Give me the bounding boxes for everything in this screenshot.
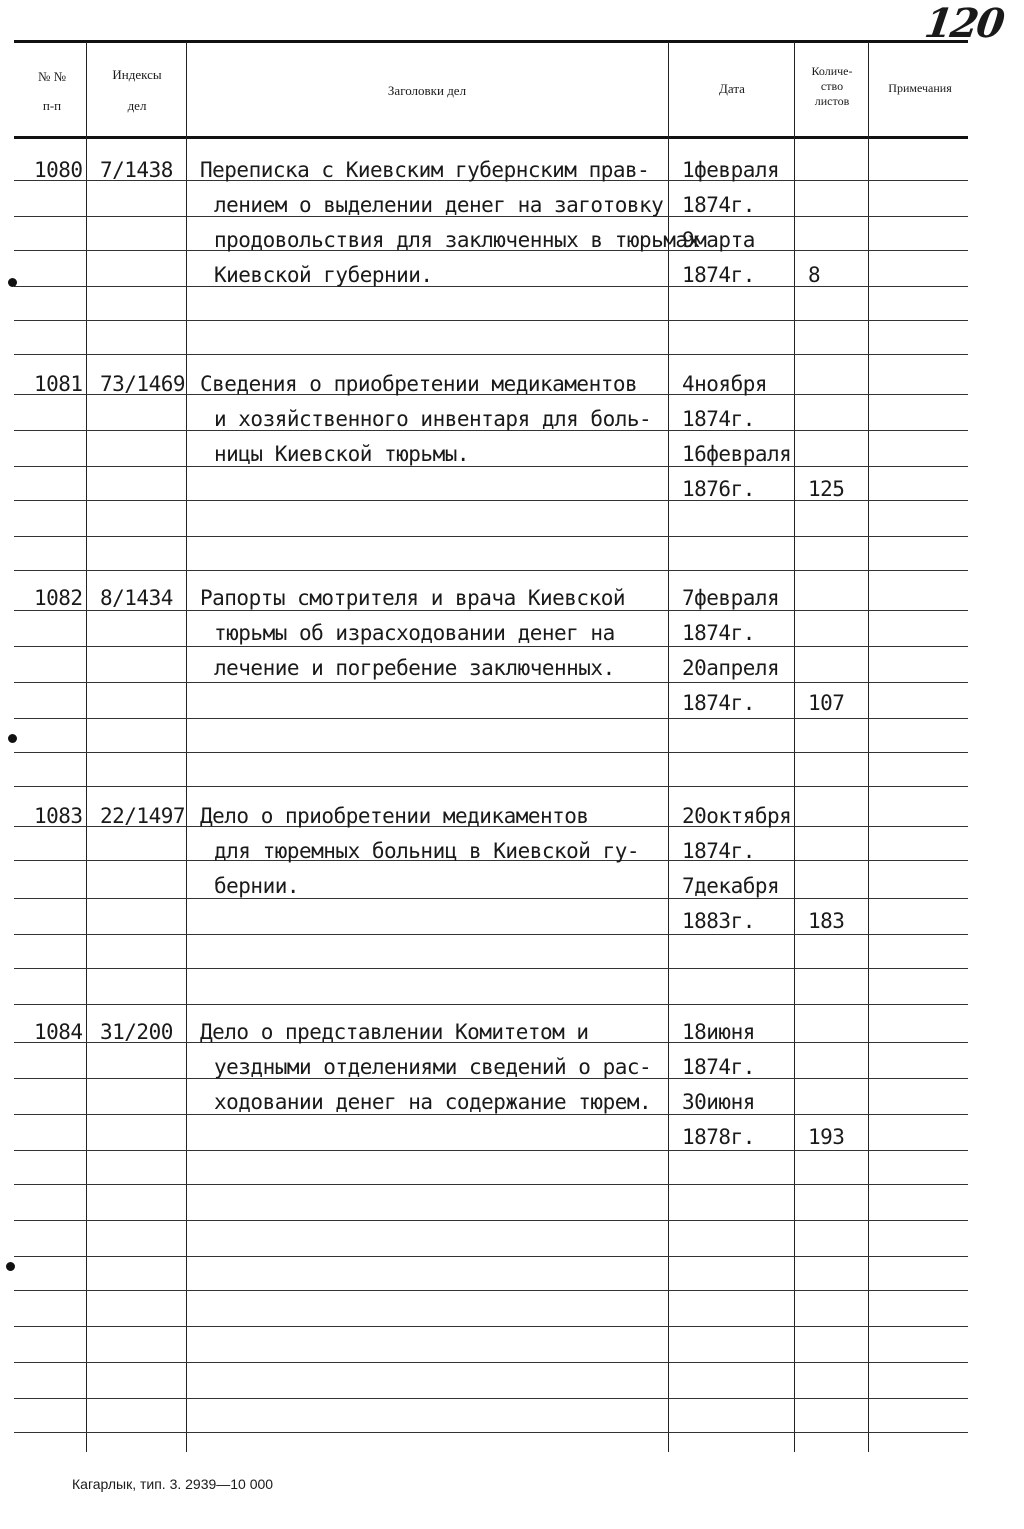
punch-hole [8, 278, 17, 287]
record-number: 1083 [34, 804, 83, 828]
ruled-line [14, 898, 968, 899]
record-title-line: бернии. [214, 874, 300, 898]
record-date: 1876г. [682, 477, 755, 501]
record-title-line: ходовании денег на содержание тюрем. [214, 1090, 652, 1114]
header-num [22, 68, 82, 114]
record-sheets: 107 [808, 691, 845, 715]
ruled-line [14, 1256, 968, 1257]
record-sheets: 193 [808, 1125, 845, 1149]
ruled-line [14, 934, 968, 935]
record-title-line: и хозяйственного инвентаря для боль- [214, 407, 652, 431]
ruled-line [14, 610, 968, 611]
record-title-line: Сведения о приобретении медикаментов [200, 372, 638, 396]
record-title-line: лением о выделении денег на заготовку [214, 193, 664, 217]
column-divider-1 [86, 42, 87, 1452]
header-sheets-line3: листов [814, 94, 850, 108]
ruled-line [14, 968, 968, 969]
record-title-line: уездными отделениями сведений о рас- [214, 1055, 652, 1079]
record-date: 1874г. [682, 839, 755, 863]
record-title-line: Дело о приобретении медикаментов [200, 804, 589, 828]
record-date: 7декабря [682, 874, 780, 898]
ruled-line [14, 1362, 968, 1363]
ruled-line [14, 786, 968, 787]
ruled-line [14, 718, 968, 719]
record-index: 7/1438 [100, 158, 173, 182]
record-date: 16февраля [682, 442, 792, 466]
record-sheets: 8 [808, 263, 821, 287]
record-date: 18июня [682, 1020, 755, 1044]
page-number: 120 [921, 0, 1006, 47]
record-title-line: для тюремных больниц в Киевской гу- [214, 839, 640, 863]
header-index [90, 66, 184, 114]
record-title-line: продовольствия для заключенных в тюрьмах [214, 228, 700, 252]
header-index-line2: дел [127, 98, 147, 113]
header-date: Дата [719, 81, 745, 96]
ruled-line [14, 1004, 968, 1005]
ruled-line [14, 1290, 968, 1291]
header-sheets-line1: Количе- [811, 64, 853, 78]
header-rule [14, 136, 968, 139]
header-sheets [796, 64, 868, 109]
punch-hole [6, 1262, 15, 1271]
header-notes: Примечания [888, 81, 952, 95]
record-title-line: лечение и погребение заключенных. [214, 656, 615, 680]
top-rule [14, 40, 968, 43]
record-date: 4ноября [682, 372, 768, 396]
record-date: 1874г. [682, 1055, 755, 1079]
ruled-line [14, 1398, 968, 1399]
ruled-line [14, 1184, 968, 1185]
record-date: 20апреля [682, 656, 780, 680]
ruled-line [14, 1150, 968, 1151]
record-number: 1084 [34, 1020, 83, 1044]
record-title-line: Киевской губернии. [214, 263, 433, 287]
record-title-line: Дело о представлении Комитетом и [200, 1020, 589, 1044]
header-index-line1: Индексы [112, 67, 162, 82]
record-sheets: 125 [808, 477, 845, 501]
column-divider-3 [668, 42, 669, 1452]
record-number: 1080 [34, 158, 83, 182]
ruled-line [14, 752, 968, 753]
header-sheets-line2: ство [820, 79, 844, 93]
ruled-line [14, 320, 968, 321]
header-num-line2: п-п [42, 98, 62, 113]
record-number: 1081 [34, 372, 83, 396]
record-title-line: Рапорты смотрителя и врача Киевской [200, 586, 626, 610]
record-title-line: Переписка с Киевским губернским прав- [200, 158, 650, 182]
record-date: 7февраля [682, 586, 780, 610]
ruled-line [14, 286, 968, 287]
ruled-line [14, 1326, 968, 1327]
column-divider-4 [794, 42, 795, 1452]
record-date: 1874г. [682, 691, 755, 715]
ruled-line [14, 354, 968, 355]
ruled-line [14, 1114, 968, 1115]
record-date: 9марта [682, 228, 755, 252]
record-index: 8/1434 [100, 586, 173, 610]
record-date: 1878г. [682, 1125, 755, 1149]
ruled-line [14, 646, 968, 647]
ruled-line [14, 536, 968, 537]
record-title-line: ницы Киевской тюрьмы. [214, 442, 470, 466]
ruled-line [14, 1432, 968, 1433]
column-divider-5 [868, 42, 869, 1452]
record-date: 1874г. [682, 263, 755, 287]
header-title: Заголовки дел [387, 83, 467, 98]
record-date: 1874г. [682, 621, 755, 645]
record-sheets: 183 [808, 909, 845, 933]
record-index: 73/1469 [100, 372, 186, 396]
column-divider-2 [186, 42, 187, 1452]
ruled-line [14, 570, 968, 571]
record-date: 1февраля [682, 158, 780, 182]
record-date: 30июня [682, 1090, 755, 1114]
punch-hole [8, 734, 17, 743]
record-number: 1082 [34, 586, 83, 610]
record-date: 1874г. [682, 193, 755, 217]
record-date: 1874г. [682, 407, 755, 431]
ruled-line [14, 466, 968, 467]
ruled-line [14, 682, 968, 683]
ruled-line [14, 1220, 968, 1221]
record-date: 1883г. [682, 909, 755, 933]
record-title-line: тюрьмы об израсходовании денег на [214, 621, 615, 645]
printer-imprint: Кагарлык, тип. 3. 2939—10 000 [72, 1476, 274, 1492]
record-index: 22/1497 [100, 804, 186, 828]
record-date: 20октября [682, 804, 792, 828]
record-index: 31/200 [100, 1020, 173, 1044]
header-num-line1: № № [37, 69, 67, 84]
